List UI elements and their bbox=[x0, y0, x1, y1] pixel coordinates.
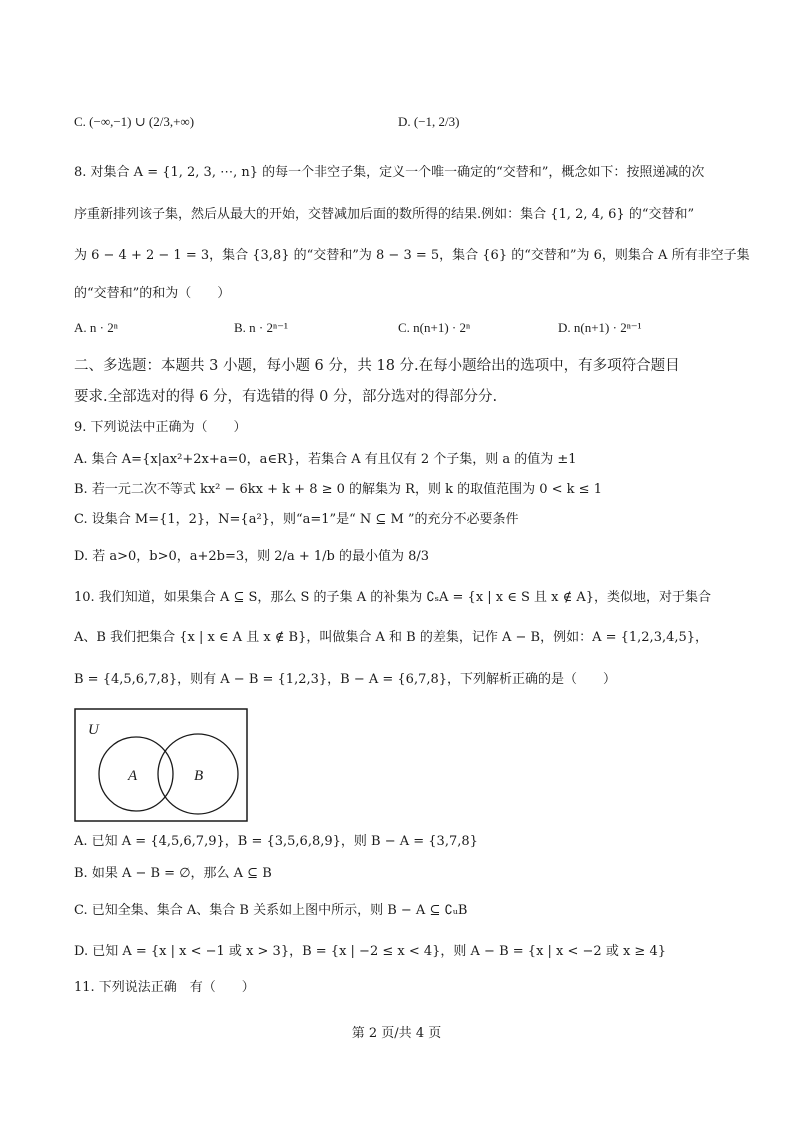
q10-option-d: D. 已知 A = {x | x < −1 或 x > 3}，B = {x | −2 ≤ x < 4}，则 A − B = {x | x < −2 或 x ≥ 4} bbox=[74, 944, 666, 959]
q8-stem-line-2: 序重新排列该子集，然后从最大的开始，交替减加后面的数所得的结果.例如：集合 {1, 2, 4, 6} 的“交替和” bbox=[74, 207, 695, 222]
q10-stem-line-2: A、B 我们把集合 {x | x ∈ A 且 x ∉ B}，叫做集合 A 和 B 的差集，记作 A − B，例如：A = {1,2,3,4,5}， bbox=[74, 630, 709, 645]
q8-stem-line-4: 的“交替和”的和为（ ） bbox=[74, 286, 231, 301]
q10-option-a: A. 已知 A = {4,5,6,7,9}，B = {3,5,6,8,9}，则 B − A = {3,7,8} bbox=[74, 834, 478, 849]
universe-rectangle bbox=[75, 709, 247, 821]
q9-option-b: B. 若一元二次不等式 kx² − 6kx + k + 8 ≥ 0 的解集为 R，则 k 的取值范围为 0 < k ≤ 1 bbox=[74, 482, 602, 497]
q8-option-d: D. n(n+1) · 2ⁿ⁻¹ bbox=[558, 320, 642, 335]
set-a-label: A bbox=[128, 768, 138, 784]
q9-option-a: A. 集合 A={x|ax²+2x+a=0，a∈R}，若集合 A 有且仅有 2 个子集，则 a 的值为 ±1 bbox=[74, 452, 577, 467]
q10-option-c: C. 已知全集、集合 A、集合 B 关系如上图中所示，则 B − A ⊆ ∁ᵤB bbox=[74, 903, 468, 918]
section-heading-line-1: 二、多选题：本题共 3 小题，每小题 6 分，共 18 分.在每小题给出的选项中，有多项符合题目 bbox=[74, 358, 680, 374]
q10-option-b: B. 如果 A − B = ∅，那么 A ⊆ B bbox=[74, 866, 272, 881]
q9-option-c: C. 设集合 M={1，2}，N={a²}，则“a=1”是“ N ⊆ M ”的充分不必要条件 bbox=[74, 512, 519, 527]
venn-diagram bbox=[74, 708, 248, 822]
q11-stem: 11. 下列说法正确 有（ ） bbox=[74, 980, 255, 995]
q8-stem-line-1: 8. 对集合 A = {1, 2, 3, ⋯, n} 的每一个非空子集，定义一个唯一确定的“交替和”，概念如下：按照递减的次 bbox=[74, 165, 705, 180]
q10-stem-line-1: 10. 我们知道，如果集合 A ⊆ S，那么 S 的子集 A 的补集为 ∁ₛA = {x | x ∈ S 且 x ∉ A}，类似地，对于集合 bbox=[74, 590, 712, 605]
set-b-label: B bbox=[194, 768, 204, 784]
q9-stem: 9. 下列说法中正确为（ ） bbox=[74, 420, 247, 435]
q7-option-d: D. (−1, 2/3) bbox=[398, 114, 460, 129]
q8-option-a: A. n · 2ⁿ bbox=[74, 320, 118, 335]
page-number-footer: 第 2 页/共 4 页 bbox=[351, 1026, 442, 1041]
q7-option-c: C. (−∞,−1) ∪ (2/3,+∞) bbox=[74, 114, 195, 129]
q8-option-b: B. n · 2ⁿ⁻¹ bbox=[234, 320, 288, 335]
q9-option-d: D. 若 a>0，b>0，a+2b=3，则 2/a + 1/b 的最小值为 8/3 bbox=[74, 549, 430, 564]
section-heading-line-2: 要求.全部选对的得 6 分，有选错的得 0 分，部分选对的得部分分. bbox=[74, 389, 498, 405]
q8-option-c: C. n(n+1) · 2ⁿ bbox=[398, 320, 471, 335]
universe-label: U bbox=[88, 722, 99, 738]
q8-stem-line-3: 为 6 − 4 + 2 − 1 = 3，集合 {3,8} 的“交替和”为 8 − 3 = 5，集合 {6} 的“交替和”为 6，则集合 A 所有非空子集 bbox=[74, 248, 750, 263]
q10-stem-line-3: B = {4,5,6,7,8}，则有 A − B = {1,2,3}，B − A = {6,7,8}，下列解析正确的是（ ） bbox=[74, 672, 617, 687]
